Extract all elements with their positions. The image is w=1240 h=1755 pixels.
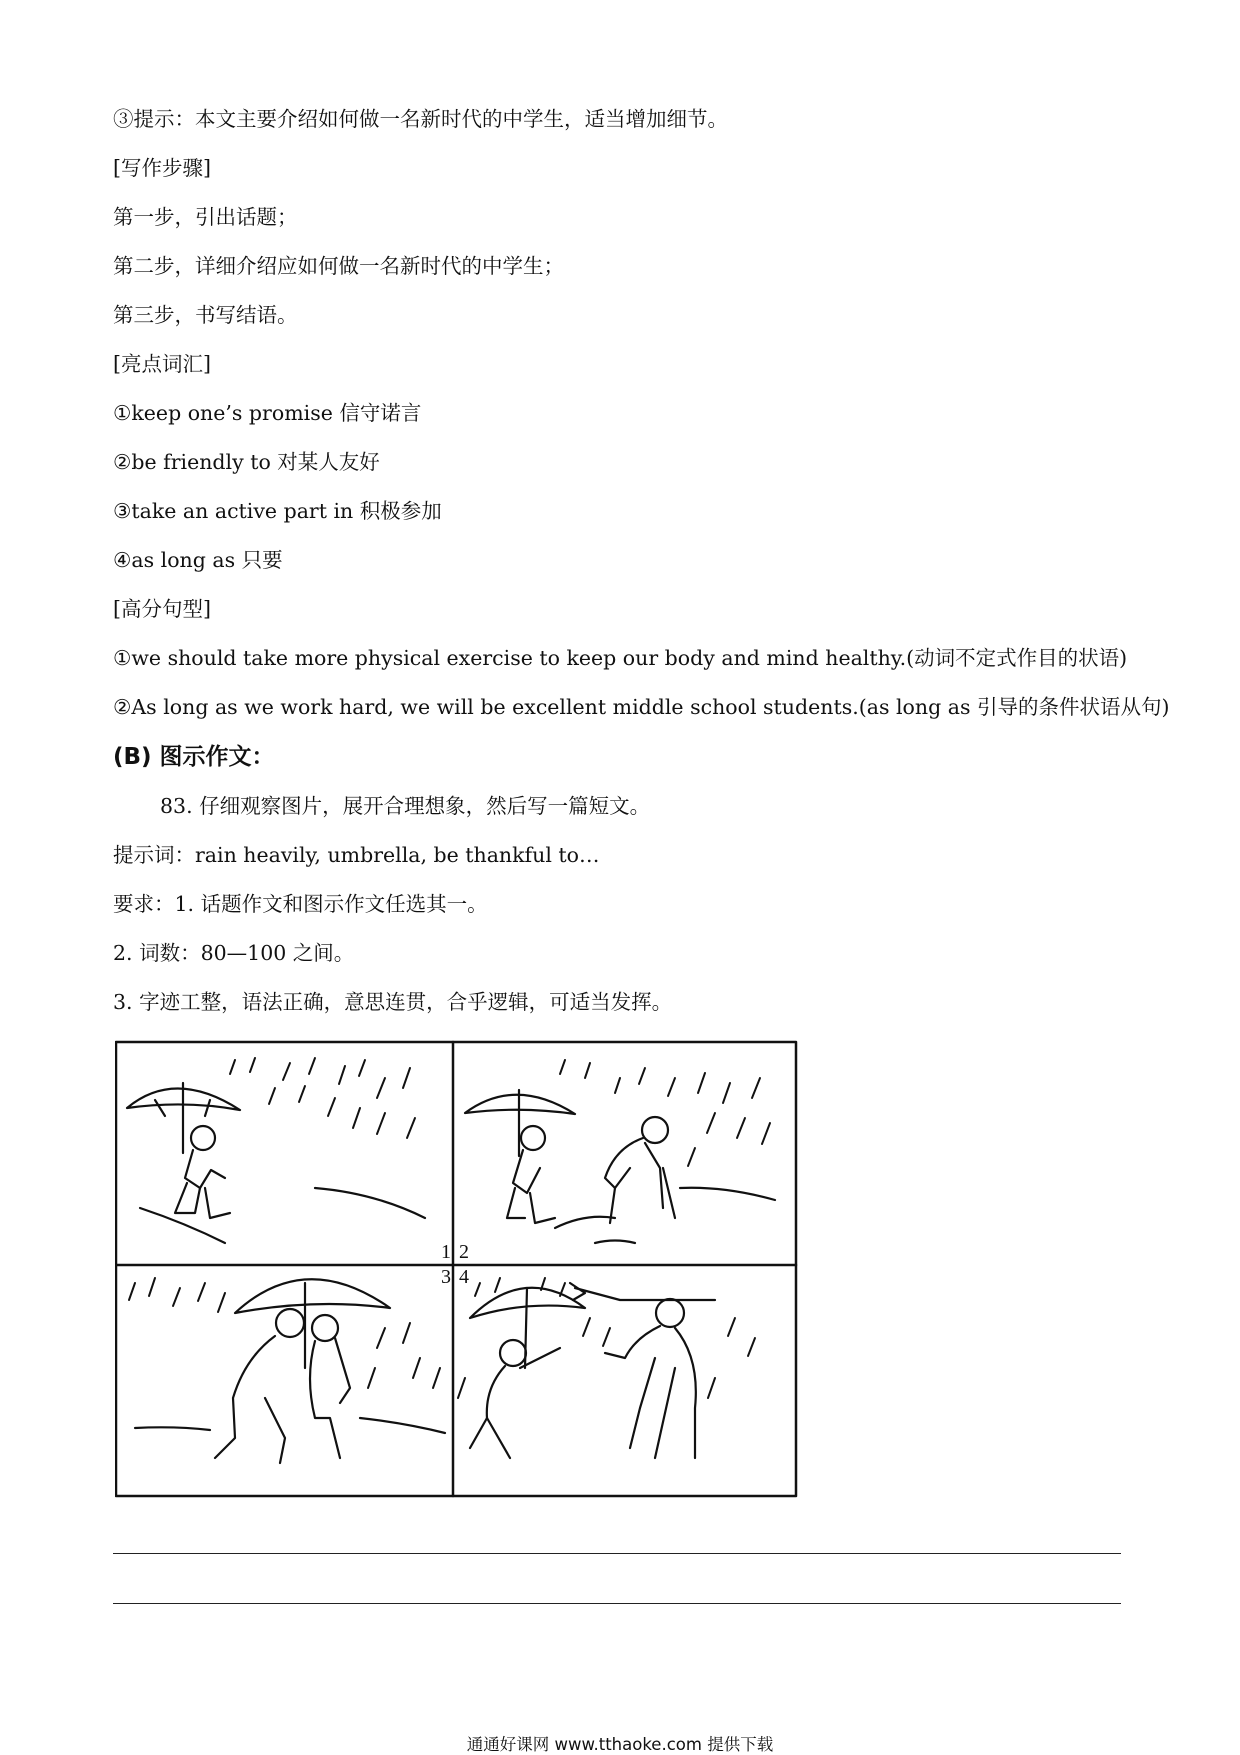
- sentence-heading: [高分句型]: [113, 597, 211, 621]
- hint-line: ③提示：本文主要介绍如何做一名新时代的中学生，适当增加细节。: [113, 107, 728, 131]
- panel-number-3: 3: [441, 1266, 451, 1288]
- step-three: 第三步，书写结语。: [113, 303, 298, 327]
- comic-figure: [115, 1038, 800, 1500]
- vocab-item: ③take an active part in 积极参加: [113, 499, 442, 523]
- step-two: 第二步，详细介绍应如何做一名新时代的中学生；: [113, 254, 564, 278]
- page-footer: 通通好课网 www.tthaoke.com 提供下载: [466, 1735, 774, 1754]
- vocab-item: ①keep one’s promise 信守诺言: [113, 401, 422, 425]
- panel-2-drawing: [465, 1060, 775, 1243]
- hint-words: 提示词：rain heavily, umbrella, be thankful to…: [113, 843, 600, 867]
- panel-3-drawing: [129, 1278, 445, 1463]
- panel-number-4: 4: [459, 1266, 469, 1288]
- writing-steps-heading: [写作步骤]: [113, 156, 211, 180]
- section-b-title: (B) 图示作文：: [113, 744, 275, 770]
- step-one: 第一步，引出话题；: [113, 205, 298, 229]
- panel-4-drawing: [433, 1278, 755, 1458]
- panel-number-1: 1: [441, 1241, 451, 1263]
- question-83: 83. 仔细观察图片，展开合理想象，然后写一篇短文。: [160, 794, 651, 818]
- answer-line[interactable]: [113, 1603, 1121, 1604]
- vocab-heading: [亮点词汇]: [113, 352, 211, 376]
- answer-line[interactable]: [113, 1553, 1121, 1554]
- panel-number-2: 2: [459, 1241, 469, 1263]
- panel-1-drawing: [127, 1058, 425, 1243]
- vocab-item: ②be friendly to 对某人友好: [113, 450, 380, 474]
- vocab-item: ④as long as 只要: [113, 548, 283, 572]
- sentence-item: ①we should take more physical exercise to keep our body and mind healthy.(动词不定式作目的状语): [113, 646, 1128, 670]
- requirement-3: 3. 字迹工整，语法正确，意思连贯，合乎逻辑，可适当发挥。: [113, 990, 673, 1014]
- sentence-item: ②As long as we work hard, we will be excellent middle school students.(as long as 引导的条件状语从句): [113, 695, 1170, 719]
- requirement-1: 要求：1. 话题作文和图示作文任选其一。: [113, 892, 488, 916]
- requirement-2: 2. 词数：80—100 之间。: [113, 941, 355, 965]
